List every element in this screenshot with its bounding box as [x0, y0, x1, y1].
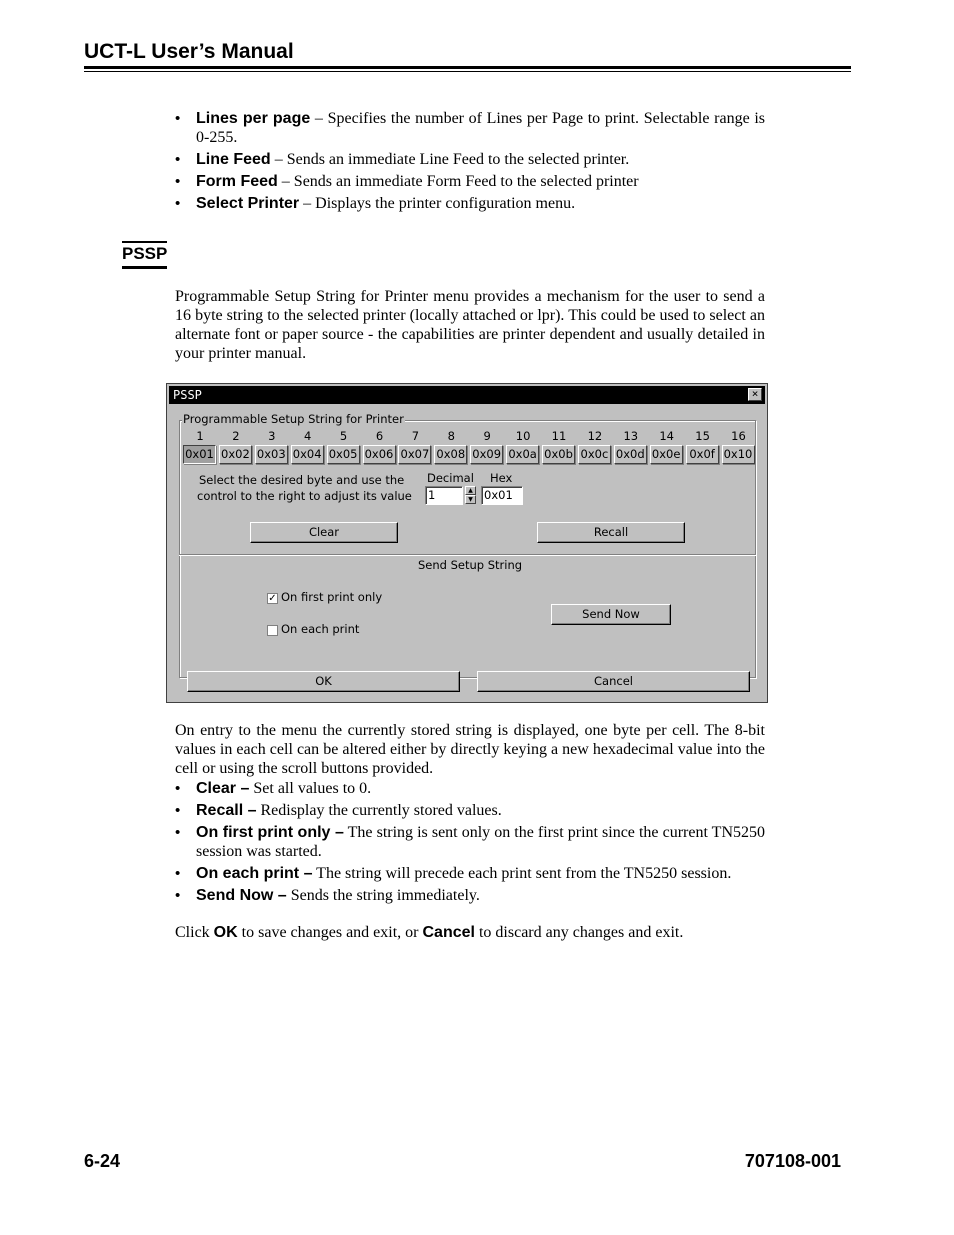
byte-number-label: 15	[695, 429, 710, 443]
dialog-titlebar	[169, 386, 765, 404]
byte-cell[interactable]: 0x06	[363, 445, 396, 464]
pssp-dialog	[166, 383, 768, 703]
byte-number-label: 11	[551, 429, 567, 443]
each-print-checkbox[interactable]	[267, 625, 278, 636]
byte-number-label: 1	[196, 429, 204, 443]
instruction-line-1: Select the desired byte and use the	[199, 473, 405, 487]
byte-number-label: 5	[339, 429, 348, 443]
intro-paragraph: Programmable Setup String for Printer menu provides a mechanism for the user to send a 16 byte string to the selected printer (locally attached or lpr). This could be used to select an alternate font or paper source - the capabilities are printer dependent and usually detailed in your printer manual.	[175, 288, 765, 362]
byte-cell[interactable]: 0x03	[255, 445, 288, 464]
header-rule-thin	[84, 71, 851, 72]
list-item: • On each print – The string will precede each print sent from the TN5250 session.	[175, 865, 732, 882]
byte-cell[interactable]: 0x07	[398, 445, 431, 464]
list-item: • Clear – Set all values to 0.	[175, 780, 372, 797]
byte-cell[interactable]: 0x0f	[686, 445, 719, 464]
page-number: 6-24	[84, 1151, 121, 1171]
section-heading: PSSP	[122, 244, 167, 269]
byte-number-label: 16	[731, 429, 746, 443]
closing-paragraph: Click OK to save changes and exit, or Cancel to discard any changes and exit.	[175, 924, 684, 941]
spin-up-icon[interactable]: ▲	[465, 486, 476, 495]
byte-cell[interactable]: 0x04	[291, 445, 324, 464]
cancel-term: Cancel	[422, 924, 475, 941]
bottom-bullet-list	[175, 779, 765, 905]
byte-cell[interactable]: 0x0b	[542, 445, 575, 464]
byte-cell[interactable]: 0x02	[219, 445, 252, 464]
clear-button[interactable]: Clear	[250, 522, 398, 543]
send-section-label: Send Setup String	[418, 558, 523, 572]
byte-number-label: 13	[623, 429, 639, 443]
byte-cell[interactable]: 0x05	[327, 445, 360, 464]
decimal-input[interactable]: 1	[425, 486, 463, 505]
cancel-button[interactable]: Cancel	[477, 671, 750, 692]
list-item: • On first print only – The string is sent only on the first print since the current TN5250 session was started.	[175, 824, 766, 860]
ok-button[interactable]: OK	[187, 671, 460, 692]
byte-number-label: 6	[375, 429, 384, 443]
list-item: • Lines per page – Specifies the number of Lines per Page to print. Selectable range is 0-255.	[175, 110, 766, 146]
top-bullet-list	[175, 109, 765, 213]
spin-down-icon[interactable]: ▼	[465, 495, 476, 504]
hex-label: Hex	[490, 471, 513, 485]
group-divider	[179, 554, 756, 556]
ok-term: OK	[213, 924, 238, 941]
byte-cell[interactable]: 0x0c	[578, 445, 611, 464]
page-header-title: UCT-L User’s Manual	[84, 40, 294, 63]
recall-button[interactable]: Recall	[537, 522, 685, 543]
instruction-line-2: control to the right to adjust its value	[197, 489, 412, 503]
value-spinner[interactable]	[465, 486, 476, 505]
byte-number-label: 14	[659, 429, 674, 443]
first-print-label: On first print only	[281, 590, 383, 604]
list-item: • Select Printer – Displays the printer configuration menu.	[175, 195, 576, 212]
list-item: • Send Now – Sends the string immediately.	[175, 887, 480, 904]
byte-number-label: 9	[483, 429, 491, 443]
byte-number-label: 2	[232, 429, 240, 443]
byte-number-label: 3	[268, 429, 276, 443]
byte-number-label: 10	[515, 429, 531, 443]
byte-cell[interactable]: 0x10	[722, 445, 755, 464]
byte-cell[interactable]: 0x09	[470, 445, 503, 464]
first-print-checkbox[interactable]: ✓	[268, 593, 277, 604]
byte-cell[interactable]: 0x0d	[614, 445, 647, 464]
byte-number-label: 12	[587, 429, 603, 443]
doc-number: 707108-001	[744, 1151, 841, 1171]
list-item: • Recall – Redisplay the currently stored values.	[175, 802, 502, 819]
list-item: • Form Feed – Sends an immediate Form Feed to the selected printer	[175, 173, 639, 190]
byte-number-label: 4	[304, 429, 312, 443]
dialog-title: PSSP	[173, 388, 202, 402]
hex-input[interactable]: 0x01	[481, 486, 523, 505]
each-print-label: On each print	[281, 622, 360, 636]
group-label: Programmable Setup String for Printer	[183, 412, 404, 426]
header-rule-thick	[84, 66, 851, 69]
list-item: • Line Feed – Sends an immediate Line Feed to the selected printer.	[175, 151, 630, 168]
byte-number-label: 7	[411, 429, 420, 443]
byte-cell[interactable]: 0x08	[434, 445, 467, 464]
byte-cell[interactable]: 0x0a	[506, 445, 539, 464]
close-icon[interactable]: ×	[748, 388, 762, 401]
decimal-label: Decimal	[427, 471, 474, 485]
byte-number-label: 8	[447, 429, 455, 443]
byte-cell[interactable]: 0x01	[183, 445, 216, 464]
after-dialog-paragraph: On entry to the menu the currently stored string is displayed, one byte per cell. The 8-bit values in each cell can be altered either by directly keying a new hexadecimal value into the cell or using the scroll buttons provided.	[175, 722, 765, 777]
send-now-button[interactable]: Send Now	[551, 604, 671, 625]
byte-cell[interactable]: 0x0e	[650, 445, 683, 464]
